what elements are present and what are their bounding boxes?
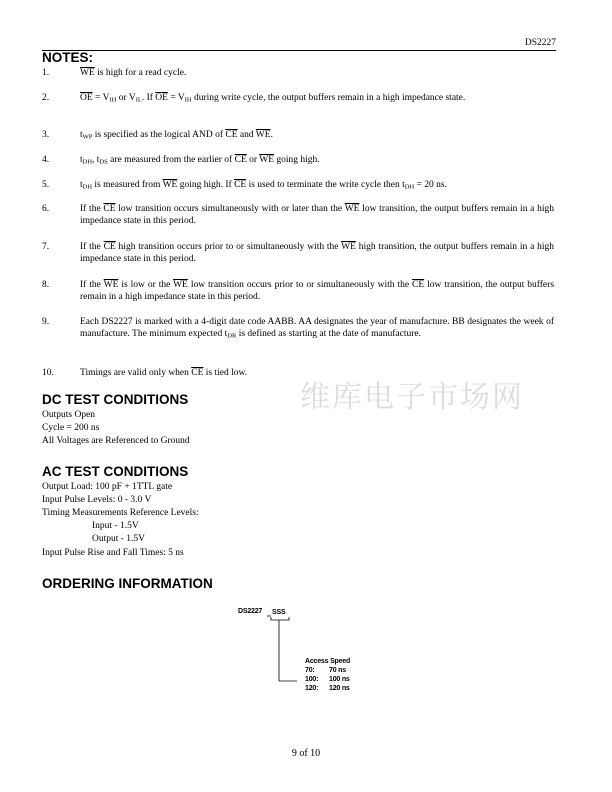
- signal-name: $\overline{WE}$: [344, 204, 360, 214]
- signal-name: $\overline{WE}$: [341, 242, 356, 252]
- note-text: [80, 92, 554, 104]
- note-text-run: is used to terminate the write cycle then t: [246, 180, 405, 190]
- signal-name: $\overline{CE}$: [103, 242, 116, 252]
- note-text-run: going high. If: [177, 180, 235, 190]
- subscript: DS: [99, 158, 108, 166]
- part-number: [238, 608, 262, 615]
- signal-name: $\overline{CE}$: [103, 204, 116, 214]
- subscript: IH: [109, 96, 117, 104]
- note-text-run: = V: [92, 93, 110, 103]
- note-text: [80, 129, 554, 141]
- notes-heading: NOTES:: [42, 50, 94, 65]
- signal-name: $\overline{WE}$: [103, 280, 119, 290]
- note-number: 3.: [42, 130, 50, 140]
- note-text-run: is tied low.: [203, 368, 248, 378]
- subscript: DH: [82, 158, 93, 166]
- note-text: [80, 154, 554, 166]
- signal-name: $\overline{WE}$: [259, 155, 275, 165]
- speed-code: 120:: [305, 685, 319, 692]
- note-text: [80, 316, 554, 340]
- note-text-run: low transition occurs prior to or simultaneously with the: [187, 280, 413, 290]
- note-number: 5.: [42, 180, 50, 190]
- note-text-run: is measured from: [92, 180, 163, 190]
- note-text-run: is low or the: [118, 280, 174, 290]
- note-text-run: . If: [141, 93, 156, 103]
- note-text-run: If the: [80, 204, 104, 214]
- note-text-run: high transition occurs prior to or simultaneously with the: [115, 242, 342, 252]
- ac-test-line: Input Pulse Levels: 0 - 3.0 V: [42, 495, 152, 505]
- subscript: DR: [227, 332, 237, 340]
- page-number: 9 of 10: [291, 748, 321, 759]
- note-text-run: during write cycle, the output buffers remain in a high impedance state.: [191, 93, 466, 103]
- dc-test-line: Outputs Open: [42, 410, 96, 420]
- note-text-run: and: [237, 130, 256, 140]
- note-text-run: going high.: [274, 155, 320, 165]
- subscript: IL: [135, 96, 142, 104]
- note-text-run: If the: [80, 242, 104, 252]
- signal-name: $\overline{OE}$: [155, 93, 168, 103]
- note-text-run: = V: [167, 93, 185, 103]
- note-text: [80, 67, 554, 79]
- subscript: DH: [82, 183, 93, 191]
- ordering-bracket: [271, 617, 289, 620]
- note-text-run: .: [270, 130, 273, 140]
- note-number: 4.: [42, 155, 50, 165]
- header-rule: [42, 50, 556, 51]
- note-text-run: low transition, the output buffers remain in a high impedance state in this period.: [80, 204, 555, 226]
- note-text-run: t: [80, 130, 83, 140]
- note-text-run: If the: [80, 280, 104, 290]
- signal-name: $\overline{WE}$: [80, 68, 95, 78]
- note-text-run: low transition, the output buffers remain in a high impedance state in this period.: [80, 280, 555, 302]
- note-number: 2.: [42, 93, 50, 103]
- note-text-run: is high for a read cycle.: [94, 68, 187, 78]
- note-text-run: Timings are valid only when: [80, 368, 192, 378]
- ac-test-line: Timing Measurements Reference Levels:: [42, 508, 199, 518]
- note-number: 1.: [42, 68, 50, 78]
- dc-test-heading: DC TEST CONDITIONS: [42, 392, 189, 407]
- note-text-run: t: [80, 180, 83, 190]
- note-number: 6.: [42, 204, 50, 214]
- speed-value: 70 ns: [329, 667, 346, 674]
- note-text-run: = 20 ns.: [414, 180, 447, 190]
- ordering-heading: ORDERING INFORMATION: [42, 576, 213, 591]
- dc-test-line: All Voltages are Referenced to Ground: [42, 436, 190, 446]
- document-id: DS2227: [524, 38, 556, 48]
- speed-value: 100 ns: [329, 676, 350, 683]
- note-text-run: is specified as the logical AND of: [92, 130, 226, 140]
- note-number: 10.: [42, 368, 54, 378]
- ac-test-indented-line: Input - 1.5V: [92, 521, 139, 531]
- part-prefix: DS2227: [238, 608, 263, 615]
- note-text-run: t: [80, 155, 83, 165]
- ac-test-indented-line: Output - 1.5V: [92, 534, 146, 544]
- subscript: IH: [184, 96, 192, 104]
- note-text-run: , t: [92, 155, 100, 165]
- watermark: 维库电子市场网: [300, 380, 524, 415]
- subscript: DH: [404, 183, 415, 191]
- speed-code: 70:: [305, 667, 315, 674]
- note-text: [80, 279, 554, 303]
- speed-value: 120 ns: [329, 685, 350, 692]
- signal-name: $\overline{OE}$: [80, 93, 93, 103]
- ac-test-heading: AC TEST CONDITIONS: [42, 464, 189, 479]
- note-number: 7.: [42, 242, 50, 252]
- signal-name: $\overline{CE}$: [234, 180, 247, 190]
- note-text-run: are measured from the earlier of: [107, 155, 235, 165]
- signal-name: $\overline{WE}$: [255, 130, 271, 140]
- signal-name: $\overline{CE}$: [225, 130, 238, 140]
- note-text-run: or: [246, 155, 260, 165]
- note-text: [80, 203, 554, 227]
- note-text-run: or V: [116, 93, 136, 103]
- note-number: 9.: [42, 317, 50, 327]
- access-speed-title: Access Speed: [305, 658, 351, 665]
- note-text-run: Each DS2227 is marked with a 4-digit date code AABB. AA designates the year of manufacture. BB designates the week of manufacture. The minimum expected t: [80, 317, 554, 339]
- signal-name: $\overline{CE}$: [191, 368, 204, 378]
- signal-name: $\overline{CE}$: [412, 280, 425, 290]
- subscript: WP: [82, 133, 93, 141]
- signal-name: $\overline{WE}$: [162, 180, 178, 190]
- ac-test-line: Input Pulse Rise and Fall Times: 5 ns: [42, 548, 184, 558]
- ac-test-line: Output Load: 100 pF + 1TTL gate: [42, 482, 173, 492]
- signal-name: $\overline{WE}$: [173, 280, 188, 290]
- note-text-run: is defined as starting at the date of manufacture.: [236, 329, 421, 339]
- note-text: [80, 241, 554, 265]
- signal-name: $\overline{CE}$: [234, 155, 247, 165]
- note-text-run: low transition occurs simultaneously with or later than the: [115, 204, 345, 214]
- note-text: [80, 179, 554, 191]
- speed-code: 100:: [305, 676, 319, 683]
- note-text-run: high transition, the output buffers remain in a high impedance state in this period.: [80, 242, 555, 264]
- dc-test-line: Cycle = 200 ns: [42, 423, 100, 433]
- part-suffix: SSS: [272, 609, 286, 616]
- note-number: 8.: [42, 280, 50, 290]
